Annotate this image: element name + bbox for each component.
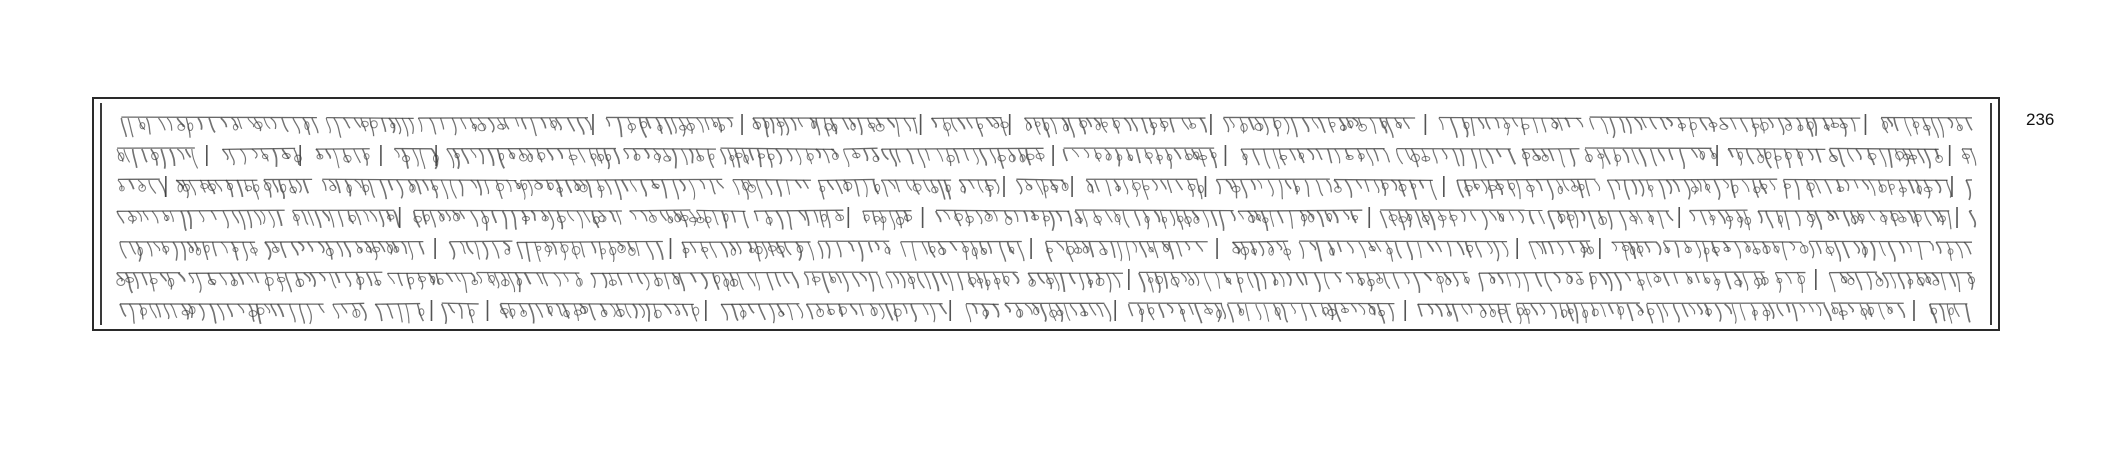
text-line-1	[112, 108, 1984, 139]
page-number: 236	[2026, 110, 2055, 129]
text-line-6	[112, 263, 1984, 294]
folio-text-block	[112, 104, 1984, 326]
text-line-7	[112, 294, 1984, 325]
text-line-5	[112, 232, 1984, 263]
text-line-2	[112, 139, 1984, 170]
text-line-4	[112, 201, 1984, 232]
text-line-3	[112, 170, 1984, 201]
